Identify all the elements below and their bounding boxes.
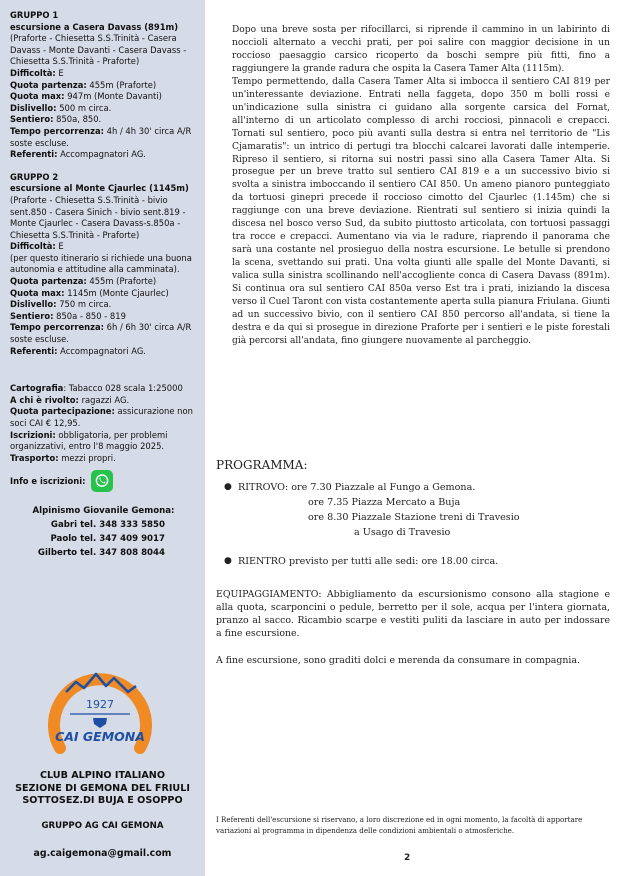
main-content bbox=[216, 0, 610, 876]
gruppo1-dislivello bbox=[10, 103, 197, 115]
gruppo1-quota-partenza bbox=[10, 80, 197, 92]
label: Dislivello: bbox=[10, 299, 57, 310]
club-line3: SOTTOSEZ.DI BUJA E OSOPPO bbox=[22, 795, 183, 807]
logo-year: 1927 bbox=[86, 698, 114, 711]
value: 455m (Praforte) bbox=[86, 276, 157, 287]
value: : Tabacco 028 scala 1:25000 bbox=[63, 383, 183, 394]
logo-text: CAI GEMONA bbox=[55, 729, 145, 744]
gruppo2-tempo bbox=[10, 322, 197, 345]
value: 500 m circa. bbox=[56, 102, 112, 113]
gruppo1-sentiero bbox=[10, 114, 197, 126]
whatsapp-glyph bbox=[94, 473, 110, 489]
label: Tempo percorrenza: bbox=[10, 322, 104, 333]
label: Quota partecipazione: bbox=[10, 406, 115, 417]
ritrovo-line3: ore 8.30 Piazzale Stazione treni di Travesio bbox=[308, 512, 520, 523]
gruppo2-dislivello bbox=[10, 299, 197, 311]
value: mezzi propri. bbox=[58, 452, 116, 463]
value: 4h / 4h 30' circa A/R soste escluse. bbox=[10, 125, 192, 148]
contact-paolo: Paolo tel. 347 409 9017 bbox=[50, 534, 165, 545]
contacts-title: Alpinismo Giovanile Gemona: bbox=[32, 506, 175, 517]
rientro-text: RIENTRO previsto per tutti alle sedi: ore 18.00 circa. bbox=[238, 556, 499, 567]
equipaggiamento-text: EQUIPAGGIAMENTO: Abbigliamento da escursionismo consono alla stagione e alla quota, scarponcini o pedule, berretto per il sole, acqua per l'intera giornata, pranzo al sacco. Ricambio scarpe e vestiti puliti da lasciare in auto per indossare a fine escursione. bbox=[216, 589, 610, 639]
club-line1: CLUB ALPINO ITALIANO bbox=[39, 770, 165, 781]
gruppo1-section bbox=[10, 10, 197, 161]
value: Accompagnatori AG. bbox=[57, 345, 146, 356]
label: Tempo percorrenza: bbox=[10, 125, 104, 136]
iscrizioni bbox=[10, 430, 197, 453]
label: Trasporto: bbox=[10, 452, 59, 463]
value: obbligatoria, per problemi organizzativi, entro l'8 maggio 2025. bbox=[10, 429, 168, 452]
rivolto bbox=[10, 395, 197, 407]
label: Quota partenza: bbox=[10, 79, 87, 90]
value: 850a - 850 - 819 bbox=[53, 310, 126, 321]
logo-cai-emblem-icon bbox=[93, 718, 107, 728]
value: assicurazione non soci CAI € 12,95. bbox=[10, 406, 193, 428]
gruppo1-quota-max bbox=[10, 91, 197, 103]
cai-gemona-logo bbox=[44, 652, 156, 764]
value: E bbox=[55, 241, 64, 252]
gruppo2-quota-partenza bbox=[10, 276, 197, 288]
label: Quota max: bbox=[10, 91, 65, 102]
contact-gabri: Gabri tel. 348 333 5850 bbox=[50, 520, 165, 531]
club-line2: SEZIONE DI GEMONA DEL FRIULI bbox=[15, 782, 190, 794]
gruppo1-difficolta bbox=[10, 68, 197, 80]
info-section bbox=[10, 383, 197, 492]
value: 750 m circa. bbox=[56, 299, 112, 310]
rientro-item bbox=[224, 554, 604, 569]
finale-text: A fine escursione, sono graditi dolci e merenda da consumare in compagnia. bbox=[216, 655, 580, 666]
paragraph-2: Tempo permettendo, dalla Casera Tamer Alta si imbocca il sentiero CAI 819 per un'interessante deviazione. Entrati nella faggeta, dopo 350 m bolli rossi e un'indicazione sulla sinistra ci guidano alla sorgente carsica del Fornat, all'interno di un articolato complesso di archi rocciosi, pinnacoli e crepacci. Tornati sul sentiero, poco più avanti sulla destra si entra nel territorio de "Lis Cjamaratis": un intrico di pertugi tra blocchi calcarei lavorati dalle intemperie. Ripreso il sentiero, si ritorna sui nostri passi sino alla Casera Tamer Alta. Si prosegue per un breve tratto sul sentiero CAI 819 e a un successivo bivio si svolta a sinistra imboccando il sentiero CAI 850. Un ameno pianoro punteggiato da tortuosi ginepri precede il roccioso cimotto del Cjaurlec (1.145m) che si raggiunge con una breve deviazione. Rientrati sul sentiero si inizia quindi la discesa nel bosco verso Sud, da subito piuttosto articolata, con tortuosi passaggi tra rocce e crepacci. Aumentano via via le radure, riaprendo il panorama che sarà una costante nel prosieguo della nostra escursione. Le betulle si prendono la scena, svettando sui prati. Una volta giunti alle spalle del Monte Davanti, si valica sulla sinistra scollinando nell'accogliente conca di Casera Davass (891m). Si continua ora sul sentiero CAI 850a verso Est tra i prati, iniziando la discesa verso il Cuel Taront con vista costantemente aperta sulla pianura Friulana. Giunti ad un successivo bivio, con il sentiero CAI 850 percorso all'andata, si tiene la destra e da qui si prosegue in direzione Praforte per i sentieri e le piste forestali già percorsi all'andata, fino giungere nuovamente al parcheggio. bbox=[232, 76, 610, 346]
whatsapp-icon[interactable] bbox=[91, 470, 113, 492]
club-block bbox=[0, 770, 205, 808]
bullet-icon: ● bbox=[224, 556, 232, 566]
gruppo-ag: GRUPPO AG CAI GEMONA bbox=[41, 821, 164, 831]
bullet-icon: ● bbox=[224, 482, 232, 492]
ritrovo-line1: RITROVO: ore 7.30 Piazzale al Fungo a Gemona. bbox=[238, 482, 476, 493]
gruppo1-route: (Praforte - Chiesetta S.S.Trinità - Casera Davass - Monte Davanti - Casera Davass - Chiesetta S.S.Trinità - Praforte) bbox=[10, 33, 187, 67]
trasporto bbox=[10, 453, 197, 465]
gruppo1-referenti bbox=[10, 149, 197, 161]
value: 1145m (Monte Cjaurlec) bbox=[64, 287, 169, 298]
value: Accompagnatori AG. bbox=[57, 149, 146, 160]
ritrovo-item bbox=[224, 480, 604, 495]
contact-gilberto: Gilberto tel. 347 808 8044 bbox=[37, 548, 165, 559]
email-link[interactable]: ag.caigemona@gmail.com bbox=[33, 848, 172, 859]
value: 850a, 850. bbox=[53, 114, 102, 125]
label: Quota partenza: bbox=[10, 276, 87, 287]
label: Difficoltà: bbox=[10, 67, 56, 78]
ritrovo-line4: a Usago di Travesio bbox=[354, 527, 451, 538]
label: Referenti: bbox=[10, 345, 58, 356]
contacts bbox=[10, 504, 197, 560]
value: ragazzi AG. bbox=[78, 394, 130, 405]
gruppo2-quota-max bbox=[10, 288, 197, 300]
info-iscrizioni-row bbox=[10, 470, 197, 492]
label: Dislivello: bbox=[10, 102, 57, 113]
label: Cartografia bbox=[10, 383, 64, 394]
page-number: 2 bbox=[404, 853, 411, 863]
description-text bbox=[232, 24, 610, 348]
gruppo1-tempo bbox=[10, 126, 197, 149]
gruppo2-subtitle: escursione al Monte Cjaurlec (1145m) bbox=[10, 183, 189, 194]
value: 947m (Monte Davanti) bbox=[64, 91, 162, 102]
value: 455m (Praforte) bbox=[86, 79, 157, 90]
value: 6h / 6h 30' circa A/R soste escluse. bbox=[10, 322, 192, 345]
info-iscrizioni-label: Info e iscrizioni: bbox=[10, 475, 86, 486]
paragraph-1: Dopo una breve sosta per rifocillarci, si riprende il cammino in un labirinto di noccioli alternato a vecchi prati, per poi salire con maggior decisione in un roccioso paesaggio carsico ricoperto da boschi sempre più fitti, fino a raggiungere la grande radura che ospita la Casera Tamer Alta (1115m). bbox=[232, 25, 610, 74]
gruppo2-route: (Praforte - Chiesetta S.S.Trinità - bivio sent.850 - Casera Sinich - bivio sent.819 - Monte Cjaurlec - Casera Davass-s.850a - Chiesetta S.S.Trinità - Praforte) bbox=[10, 194, 186, 240]
label: Sentiero: bbox=[10, 114, 54, 125]
gruppo2-sentiero bbox=[10, 311, 197, 323]
label: Referenti: bbox=[10, 149, 58, 160]
programma-title: PROGRAMMA: bbox=[216, 458, 308, 472]
label: Iscrizioni: bbox=[10, 429, 56, 440]
label: Sentiero: bbox=[10, 310, 54, 321]
disclaimer-text: I Referenti dell'escursione si riservano, a loro discrezione ed in ogni momento, la facoltà di apportare variazioni al programma in dipendenza delle condizioni ambientali o atmosferiche. bbox=[216, 815, 583, 835]
gruppo1-title: GRUPPO 1 bbox=[10, 10, 59, 20]
cartografia bbox=[10, 383, 197, 395]
label: Quota max: bbox=[10, 287, 65, 298]
gruppo2-referenti bbox=[10, 346, 197, 358]
label: Difficoltà: bbox=[10, 241, 56, 252]
quota-partecipazione bbox=[10, 406, 197, 429]
gruppo2-section bbox=[10, 172, 197, 358]
value: E bbox=[55, 67, 64, 78]
label: A chi è rivolto: bbox=[10, 394, 79, 405]
gruppo2-title: GRUPPO 2 bbox=[10, 171, 59, 182]
gruppo1-subtitle: escursione a Casera Davass (891m) bbox=[10, 21, 179, 32]
gruppo2-note: (per questo itinerario si richiede una buona autonomia e attitudine alla camminata). bbox=[10, 252, 192, 275]
gruppo2-difficolta bbox=[10, 241, 197, 253]
ritrovo-line2: ore 7.35 Piazza Mercato a Buja bbox=[308, 497, 461, 508]
programma-list bbox=[224, 480, 604, 569]
